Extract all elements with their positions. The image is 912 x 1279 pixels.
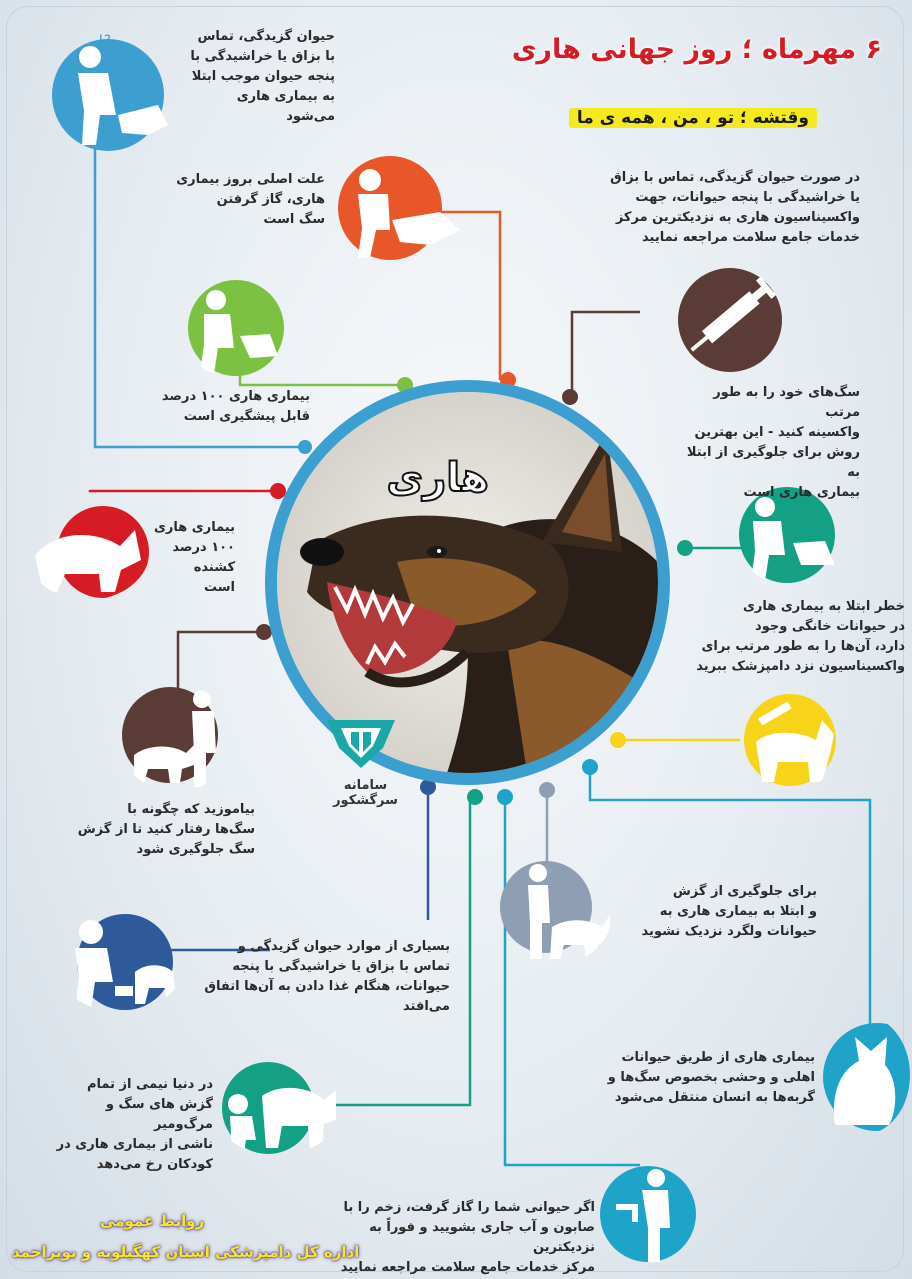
page-title: ۶ مهرماه ؛ روز جهانی هاری	[511, 34, 882, 65]
fact-line: می‌افتد	[403, 999, 450, 1014]
fact-line: بیماری هاری است	[743, 485, 860, 500]
fact-line: سگ‌های خود را به طور مرتب	[713, 385, 860, 420]
fact-line: بیاموزید که چگونه با	[127, 802, 255, 817]
fact-line: گربه‌ها به انسان منتقل می‌شود	[614, 1090, 815, 1105]
fact-line: تماس با بزاق یا خراشیدگی با پنجه	[232, 959, 450, 974]
fact-preventable	[145, 387, 310, 427]
fact-line: اگر حیوانی شما را گاز گرفت، زخم را با	[343, 1200, 595, 1215]
fact-vaccinate-dogs	[680, 383, 860, 503]
footer-organization: اداره کل دامپزشکی استان کهگیلویه و بویراحمد	[12, 1243, 360, 1261]
hero-word: هاری	[386, 455, 489, 501]
fact-line: واکسیناسیون هاری به نزدیکترین مرکز	[615, 210, 860, 225]
fact-line: به بیماری هاری می‌شود	[236, 89, 335, 124]
fact-deadly	[150, 518, 235, 598]
fact-main-cause	[170, 170, 325, 230]
fact-line: برای جلوگیری از گزش	[672, 884, 817, 899]
svg-text:!?: !?	[98, 33, 112, 49]
fact-bite-contact	[185, 27, 335, 127]
fact-learn-behavior	[75, 800, 255, 860]
stray-dog-warning-icon	[498, 855, 613, 965]
fact-line: بسیاری از موارد حیوان گزیدگی و	[237, 939, 450, 954]
fact-line: گزش های سگ و مرگ‌ومیر	[105, 1097, 213, 1132]
fact-line: مرکز خدمات جامع سلامت مراجعه نمایید	[340, 1260, 595, 1275]
fact-line: خطر ابتلا به بیماری هاری	[743, 599, 905, 614]
fact-line: خدمات جامع سلامت مراجعه نمایید	[642, 230, 860, 245]
cat-vaccine-icon	[738, 690, 843, 790]
fact-line: حیوانات، هنگام غذا دادن به آن‌ها اتفاق	[204, 979, 450, 994]
fact-wash-wound	[330, 1198, 595, 1278]
fact-line: بیماری هاری ۱۰۰ درصد	[161, 389, 310, 404]
fact-line: حیوان گزیدگی، تماس	[197, 29, 335, 44]
fact-line: قابل پیشگیری است	[183, 409, 310, 424]
fact-line: در صورت حیوان گزیدگی، تماس با بزاق	[610, 170, 860, 185]
fact-line: اهلی و وحشی بخصوص سگ‌ها و	[607, 1070, 815, 1085]
cat-icon	[815, 1015, 910, 1135]
fact-line: سگ است	[263, 212, 325, 227]
fact-line: کشنده	[193, 560, 235, 575]
fact-children	[48, 1075, 213, 1175]
dog-attack-icon	[330, 150, 465, 270]
bite-scratch-icon	[38, 25, 178, 165]
footer-public-relations: روابط عمومی	[100, 1212, 205, 1230]
fact-line: دارد، آن‌ها را به طور مرتب برای	[701, 639, 905, 654]
fact-line: سگ‌ها رفتار کنید تا از گزش	[77, 822, 255, 837]
fact-line: است	[203, 580, 235, 595]
fact-line: روش برای جلوگیری از ابتلا به	[686, 445, 860, 480]
child-dog-icon	[212, 1060, 342, 1155]
fact-line: در دنیا نیمی از تمام	[86, 1077, 213, 1092]
fact-line: بیماری هاری	[153, 520, 235, 535]
fact-line: ۱۰۰ درصد	[172, 540, 235, 555]
fact-feeding	[195, 937, 450, 1017]
fact-stray-animals	[617, 882, 817, 942]
fact-line: و ابتلا به بیماری هاری به	[659, 904, 817, 919]
fact-line: صابون و آب جاری بشویید و فوراً به نزدیکترین	[369, 1220, 595, 1255]
fact-line: حیوانات ولگرد نزدیک نشوید	[641, 924, 817, 939]
page-subtitle: وقتشه ؛ تو ، من ، همه ی ما	[569, 108, 817, 128]
fact-line: سگ جلوگیری شود	[136, 842, 255, 857]
organization-logo	[323, 712, 399, 772]
fact-line: واکسیناسیون نزد دامپزشک ببرید	[696, 659, 905, 674]
feeding-dog-icon	[55, 912, 185, 1012]
syringe-icon	[670, 258, 790, 378]
fact-line: ناشی از بیماری هاری در	[56, 1137, 213, 1152]
fact-line: هاری، گاز گرفتن	[216, 192, 325, 207]
fact-line: بیماری هاری از طریق حیوانات	[621, 1050, 815, 1065]
fact-line: در حیوانات خانگی وجود	[755, 619, 905, 634]
fact-transmission	[590, 1048, 815, 1108]
fact-line: با بزاق یا خراشیدگی با	[190, 49, 335, 64]
fact-pets-risk	[665, 597, 905, 677]
person-with-dog-icon	[120, 683, 230, 793]
fact-line: کودکان رخ می‌دهد	[96, 1157, 213, 1172]
wash-wound-icon	[598, 1158, 698, 1268]
fact-after-bite	[575, 168, 860, 248]
vaccination-icon-left	[178, 278, 298, 378]
fact-line: پنجه حیوان موجب ابتلا	[191, 69, 335, 84]
logo-text: سامانه سرگشکور	[333, 778, 398, 808]
fact-line: علت اصلی بروز بیماری	[176, 172, 325, 187]
fact-line: یا خراشیدگی با پنجه حیوانات، جهت	[635, 190, 860, 205]
fact-line: واکسینه کنید - این بهترین	[694, 425, 860, 440]
rabid-dog-icon	[25, 500, 150, 600]
